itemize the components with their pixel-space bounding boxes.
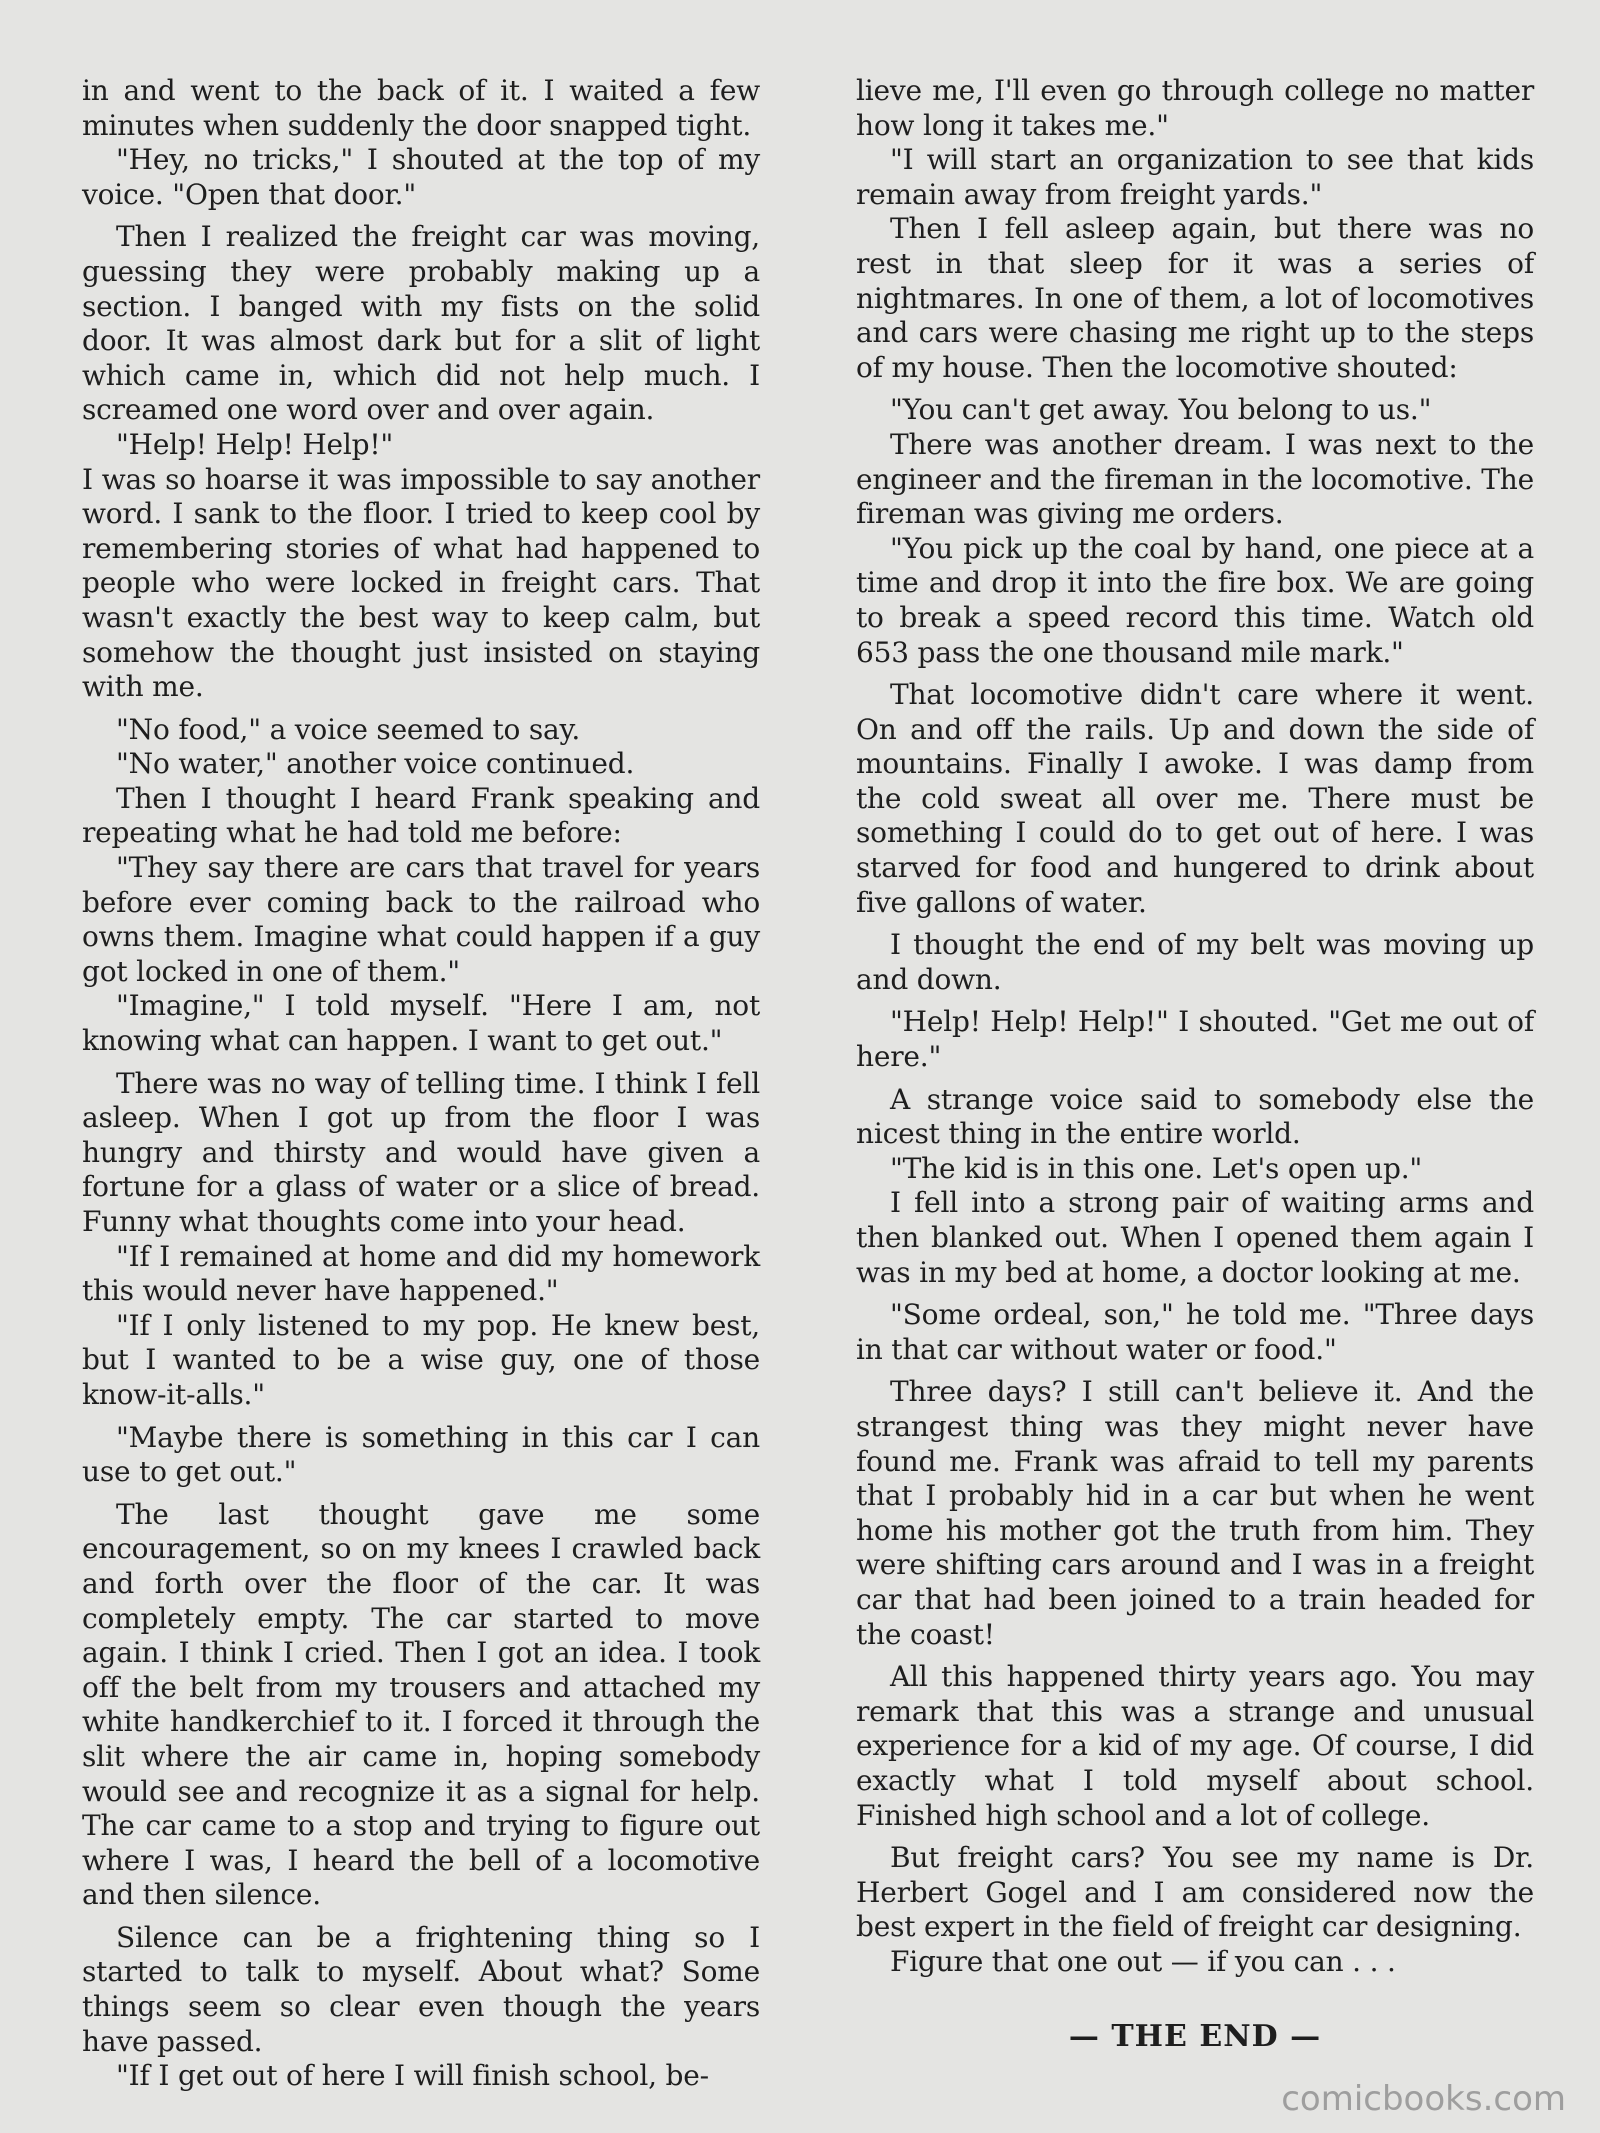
story-paragraph: All this happened thirty years ago. You may remark that this was a strange and unusual experience for a kid of my age. Of course, I did exactly what I told myself about school. Finished high school and a lot of college. (856, 1660, 1534, 1832)
story-paragraph: Then I realized the freight car was moving, guessing they were probably making up a section. I banged with my fists on the solid door. It was almost dark but for a slit of light which came in, which did not help much. I screamed one word over and over again. (82, 220, 760, 427)
story-paragraph: "You can't get away. You belong to us." (890, 393, 1432, 427)
story-paragraph: Silence can be a frightening thing so I started to talk to myself. About what? Some things seem so clear even though the years have passed. (82, 1920, 760, 2058)
story-paragraph: "If I only listened to my pop. He knew best, but I wanted to be a wise guy, one of those know-it-alls." (82, 1308, 760, 1411)
story-paragraph: "The kid is in this one. Let's open up." (890, 1151, 1423, 1185)
story-paragraph: "Help! Help! Help!" I shouted. "Get me out of here." (856, 1005, 1534, 1074)
story-paragraph: "If I get out of here I will finish school, be- (116, 2059, 709, 2093)
story-paragraph: Three days? I still can't believe it. And the strangest thing was they might never have found me. Frank was afraid to tell my parents that I probably hid in a car but when he went home his mother got the truth from him. They were shifting cars around and I was in a freight car that had been joined to a train headed for the coast! (856, 1375, 1534, 1651)
story-paragraph: "Maybe there is something in this car I can use to get out." (82, 1420, 760, 1489)
story-paragraph: "Imagine," I told myself. "Here I am, not knowing what can happen. I want to get out." (82, 989, 760, 1058)
story-paragraph: "I will start an organization to see that kids remain away from freight yards." (856, 143, 1534, 211)
story-paragraph: "They say there are cars that travel for years before ever coming back to the railroad who owns them. Imagine what could happen if a guy got locked in one of them." (82, 851, 760, 988)
story-paragraph: Then I fell asleep again, but there was no rest in that sleep for it was a series of nightmares. In one of them, a lot of locomotives and cars were chasing me right up to the steps of my house. Then the locomotive shouted: (856, 212, 1534, 384)
story-paragraph: "Help! Help! Help!" (116, 427, 394, 461)
story-paragraph: That locomotive didn't care where it went. On and off the rails. Up and down the side of mountains. Finally I awoke. I was damp from the cold sweat all over me. There must be something I could do to get out of here. I was starved for food and hungered to drink about five gallons of water. (856, 678, 1534, 919)
story-paragraph: I was so hoarse it was impossible to say another word. I sank to the floor. I tried to keep cool by remembering stories of what had happened to people who were locked in freight cars. That wasn't exactly the best way to keep calm, but somehow the thought just insisted on staying with me. (82, 462, 760, 704)
story-paragraph: "Some ordeal, son," he told me. "Three days in that car without water or food." (856, 1298, 1534, 1366)
story-paragraph: Figure that one out — if you can . . . (890, 1944, 1396, 1978)
text-columns (82, 74, 1534, 2094)
story-paragraph: in and went to the back of it. I waited a few minutes when suddenly the door snapped tight. (82, 74, 760, 142)
story-paragraph: I fell into a strong pair of waiting arms and then blanked out. When I opened them again I was in my bed at home, a doctor looking at me. (856, 1186, 1534, 1289)
story-paragraph: lieve me, I'll even go through college no matter how long it takes me." (856, 74, 1534, 142)
story-paragraph: Then I thought I heard Frank speaking and repeating what he had told me before: (82, 781, 760, 850)
story-paragraph: "You pick up the coal by hand, one piece at a time and drop it into the fire box. We are going to break a speed record this time. Watch old 653 pass the one thousand mile mark." (856, 531, 1534, 669)
story-paragraph: There was another dream. I was next to the engineer and the fireman in the locomotive. The fireman was giving me orders. (856, 427, 1534, 531)
the-end-mark: — THE END — (1068, 2019, 1322, 2055)
story-paragraph: A strange voice said to somebody else the nicest thing in the entire world. (856, 1082, 1534, 1151)
story-paragraph: "If I remained at home and did my homework this would never have happened." (82, 1239, 760, 1308)
right-column (856, 74, 1534, 2094)
site-watermark: comicbooks.com (1281, 2079, 1566, 2119)
story-paragraph: "No water," another voice continued. (116, 747, 635, 781)
story-paragraph: The last thought gave me some encouragement, so on my knees I crawled back and forth over the floor of the car. It was completely empty. The car started to move again. I think I cried. Then I got an idea. I took off the belt from my trousers and attached my white handkerchief to it. I forced it through the slit where the air came in, hoping somebody would see and recognize it as a signal for help. The car came to a stop and trying to figure out where I was, I heard the bell of a locomotive and then silence. (82, 1497, 760, 1912)
story-paragraph: But freight cars? You see my name is Dr. Herbert Gogel and I am considered now the best expert in the field of freight car designing. (856, 1841, 1534, 1944)
story-paragraph: "No food," a voice seemed to say. (116, 712, 581, 746)
story-paragraph: There was no way of telling time. I think I fell asleep. When I got up from the floor I was hungry and thirsty and would have given a fortune for a glass of water or a slice of bread. Funny what thoughts come into your head. (82, 1066, 760, 1238)
right-column-paragraphs (856, 74, 1534, 1979)
left-column (82, 74, 760, 2094)
story-paragraph: "Hey, no tricks," I shouted at the top of my voice. "Open that door." (82, 143, 760, 211)
story-paragraph: I thought the end of my belt was moving up and down. (856, 928, 1534, 996)
